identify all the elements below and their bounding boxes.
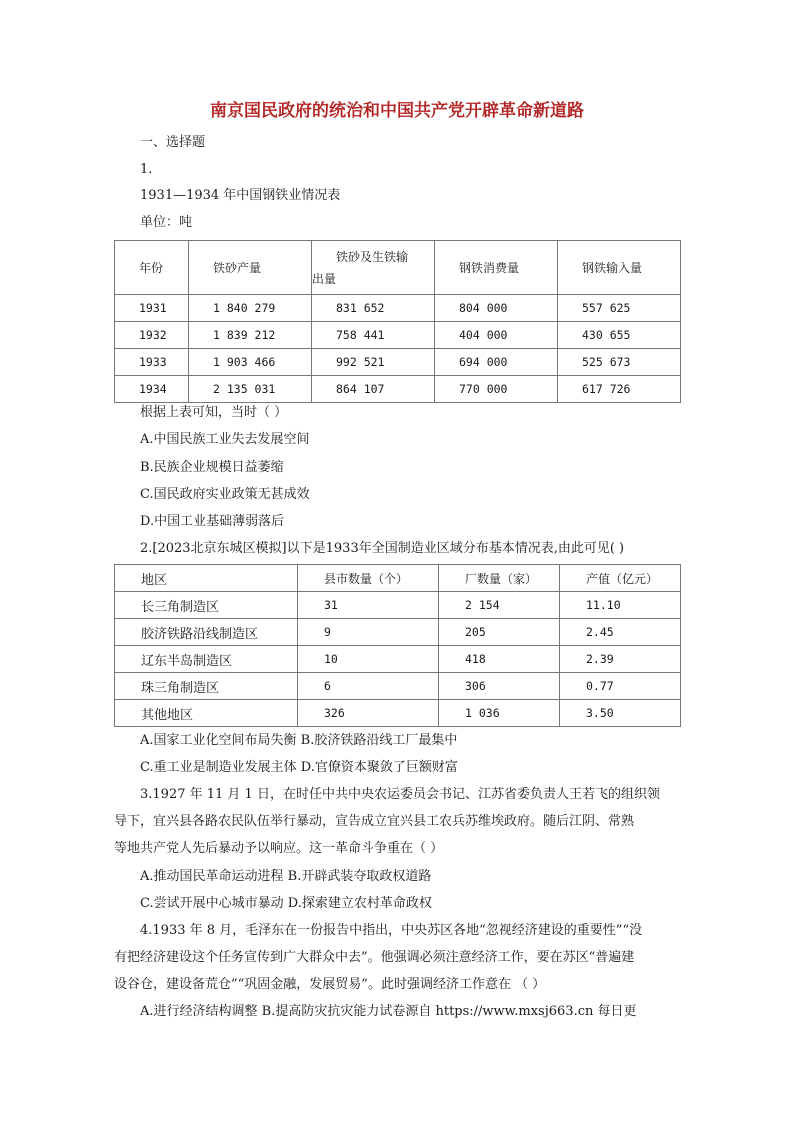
table-row [115,700,681,727]
table-cell: 1 840 279 [189,295,312,322]
table-cell: 404 000 [435,322,558,349]
q2-stem: 2.[2023北京东城区模拟]以下是1933年全国制造业区域分布基本情况表,由此可见( ) [140,541,625,556]
section-heading: 一、选择题 [140,135,206,150]
table-cell: 758 441 [312,322,435,349]
table-cell: 617 726 [558,376,681,403]
table-cell: 1931 [115,295,189,322]
q3-options-line1: A.推动国民革命运动进程 B.开辟武装夺取政权道路 [140,869,432,884]
table-cell: 557 625 [558,295,681,322]
table-cell: 418 [439,646,560,673]
table-cell: 珠三角制造区 [115,673,298,700]
header-cell: 产值（亿元） [560,565,681,592]
q1-option-d: D.中国工业基础薄弱落后 [140,514,285,529]
table-header-row [115,565,681,592]
table-cell: 6 [298,673,439,700]
table-cell: 306 [439,673,560,700]
table-cell: 864 107 [312,376,435,403]
header-cell: 地区 [115,565,298,592]
table-cell: 9 [298,619,439,646]
q3-text-line: 等地共产党人先后暴动予以响应。这一革命斗争重在（ ） [114,841,444,856]
table-cell: 1934 [115,376,189,403]
table-cell: 992 521 [312,349,435,376]
header-cell: 钢铁消费量 [435,241,558,295]
table-cell: 2 154 [439,592,560,619]
q3-text-line: 3.1927 年 11 月 1 日，在时任中共中央农运委员会书记、江苏省委负责人王若飞的组织领 [140,787,660,802]
header-cell: 县市数量（个） [298,565,439,592]
table-cell: 831 652 [312,295,435,322]
q1-option-c: C.国民政府实业政策无甚成效 [140,487,310,502]
table-row [115,295,681,322]
header-cell [312,241,435,295]
header-cell-line: 出量 [312,271,337,286]
table-cell: 525 673 [558,349,681,376]
table-cell: 31 [298,592,439,619]
table-cell: 430 655 [558,322,681,349]
table-row [115,322,681,349]
table-cell: 长三角制造区 [115,592,298,619]
table-cell: 3.50 [560,700,681,727]
table-row [115,592,681,619]
table-cell: 11.10 [560,592,681,619]
q3-options-line2: C.尝试开展中心城市暴动 D.探索建立农村革命政权 [140,896,432,911]
table-cell: 1932 [115,322,189,349]
header-cell-line: 铁砂及生铁输 [336,249,409,264]
q3-text-line: 导下，宜兴县各路农民队伍举行暴动，宣告成立宜兴县工农兵苏维埃政府。随后江阴、常熟 [114,814,635,829]
steel-industry-table [114,240,681,403]
table-header-row [115,241,681,295]
page-title: 南京国民政府的统治和中国共产党开辟革命新道路 [210,101,584,121]
q4-text-line: 设谷仓，建设备荒仓”“巩固金融，发展贸易”。此时强调经济工作意在 （ ） [114,977,546,992]
table-cell: 1 839 212 [189,322,312,349]
table-cell: 其他地区 [115,700,298,727]
table-row [115,673,681,700]
table-cell: 1 903 466 [189,349,312,376]
table-cell: 胶济铁路沿线制造区 [115,619,298,646]
q1-number: 1. [140,162,153,177]
table-cell: 2 135 031 [189,376,312,403]
q1-option-b: B.民族企业规模日益萎缩 [140,460,284,475]
q2-options-line2: C.重工业是制造业发展主体 D.官僚资本聚敛了巨额财富 [140,760,458,775]
table-row [115,646,681,673]
q4-options-line1: A.进行经济结构调整 B.提高防灾抗灾能力试卷源自 https://www.mxsj663.cn 每日更 [140,1004,637,1019]
q1-unit: 单位：吨 [140,215,193,230]
table-cell: 2.45 [560,619,681,646]
q1-table-title: 1931—1934 年中国钢铁业情况表 [140,188,341,203]
table-row [115,619,681,646]
table-cell: 2.39 [560,646,681,673]
table-cell: 10 [298,646,439,673]
q1-stem: 根据上表可知，当时（ ） [140,405,288,420]
manufacturing-region-table [114,564,681,727]
table-cell: 1933 [115,349,189,376]
table-cell: 辽东半岛制造区 [115,646,298,673]
table-cell: 770 000 [435,376,558,403]
header-cell: 厂数量（家） [439,565,560,592]
table-cell: 326 [298,700,439,727]
q4-text-line: 有把经济建设这个任务宣传到广大群众中去”。他强调必须注意经济工作，要在苏区“普遍建 [114,950,635,965]
table-cell: 1 036 [439,700,560,727]
header-cell: 年份 [115,241,189,295]
table-cell: 205 [439,619,560,646]
table-row [115,349,681,376]
header-cell: 钢铁输入量 [558,241,681,295]
header-cell: 铁砂产量 [189,241,312,295]
q4-text-line: 4.1933 年 8 月，毛泽东在一份报告中指出，中央苏区各地“忽视经济建设的重要性”“没 [140,923,643,938]
table-cell: 804 000 [435,295,558,322]
q2-options-line1: A.国家工业化空间布局失衡 B.胶济铁路沿线工厂最集中 [140,733,458,748]
table-cell: 694 000 [435,349,558,376]
table-row [115,376,681,403]
q1-option-a: A.中国民族工业失去发展空间 [140,432,310,447]
table-cell: 0.77 [560,673,681,700]
